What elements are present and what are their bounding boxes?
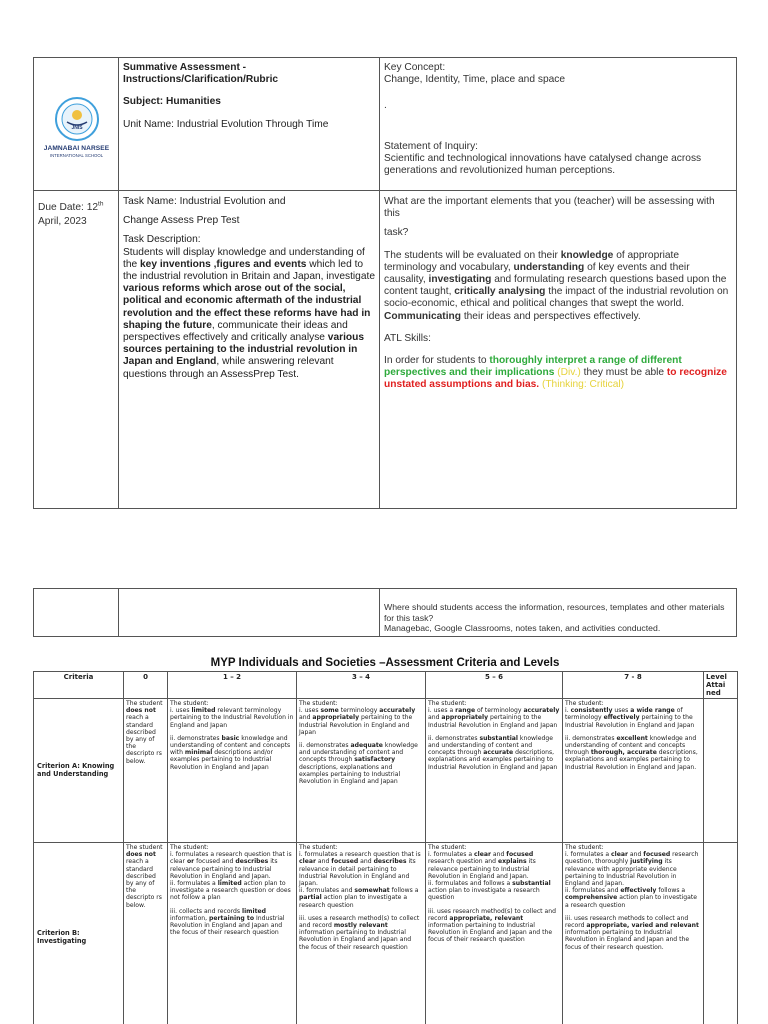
separator-dot: .: [384, 100, 387, 112]
concept-cell: [380, 58, 737, 191]
assessment-title-line1: Summative Assessment -: [123, 62, 247, 73]
school-name: JAMNABAI NARSEE: [43, 145, 110, 152]
resources-question: Where should students access the information, resources, templates and other materials for this task?: [384, 602, 725, 623]
criterion-a-level-attained[interactable]: [704, 699, 738, 843]
logo-cell: [34, 58, 119, 191]
due-date-cell: [34, 191, 119, 509]
criterion-a-level-1-2: The student: i. uses limited relevant terminology pertaining to the Industrial Revolution in England and Japan ii. demonstrates basic knowledge and understanding of content and concepts with minimal descriptions and/or examples pertaining to Industrial Revolution in England and Japan: [168, 699, 297, 843]
due-date-sup: th: [98, 200, 104, 208]
inquiry-value: Scientific and technological innovations have catalysed change across generations and revolutionized human perceptions.: [384, 152, 702, 177]
header-level-7-8: 7 - 8: [563, 672, 704, 699]
criterion-a-level-7-8: The student: i. consistently uses a wide range of terminology effectively pertaining to the Industrial Revolution in England and Japan ii. demonstrates excellent knowledge and understanding of content and concepts through thorough, accurate descriptions, explanations and examples pertaining to Industrial Revolution in England and Japan.: [563, 699, 704, 843]
criterion-a-level-3-4: The student: i. uses some terminology accurately and appropriately pertaining to the Industrial Revolution in England and Japan ii. demonstrates adequate knowledge and understanding of content and concepts through satisfactory descriptions, explanations and examples pertaining to Industrial Revolution in England and Japan: [297, 699, 426, 843]
due-date: [34, 191, 118, 229]
school-logo: [34, 58, 119, 190]
criterion-a-level-0: The student does not reach a standard described by any of the descripto rs below.: [124, 699, 168, 843]
resources-answer: Managebac, Google Classrooms, notes taken, and activities conducted.: [384, 623, 661, 634]
resources-table: [33, 588, 737, 637]
teacher-question-line2: task?: [384, 227, 409, 239]
task-name-line1: Task Name: Industrial Evolution and: [123, 196, 286, 207]
header-level-3-4: 3 – 4: [297, 672, 426, 699]
header-level-0: 0: [124, 672, 168, 699]
header-level-attained: Level Attai ned: [704, 672, 738, 699]
resources-empty-cell-1: [34, 589, 119, 637]
assessment-info-cell: [119, 58, 380, 191]
atl-text: In order for students to thoroughly interpret a range of different perspectives and their implications (Div.) they must be able to recognize unstated assumptions and bias. (Thinking: Critical): [384, 355, 727, 391]
evaluation-text: The students will be evaluated on their knowledge of appropriate terminology and vocabulary, understanding of key events and their causality, investigating and formulating research questions based upon the content taught, critically analysing the impact of the industrial revolution on socio-economic, ethical and political changes that swept the world. Communicating their ideas and perspectives effectively.: [384, 249, 729, 322]
criterion-a-level-5-6: The student: i. uses a range of terminology accurately and appropriately pertaining to the Industrial Revolution in England and Japan ii. demonstrates substantial knowledge and understanding of content and concepts through accurate descriptions, explanations and examples pertaining to Industrial Revolution in England and Japan: [426, 699, 563, 843]
criteria-title: MYP Individuals and Societies –Assessment Criteria and Levels: [210, 657, 560, 669]
criterion-a-row: [34, 699, 738, 843]
logo-initials: JNIS: [70, 125, 83, 131]
criterion-b-row: [34, 843, 738, 1024]
criterion-b-name: Criterion B: Investigating: [34, 843, 124, 1024]
criterion-b-level-7-8: The student: i. formulates a clear and focused research question, thoroughly justifying its relevance with appropriate evidence pertaining to Industrial Revolution in England and Japan. ii. formulates and effectively follows a comprehensive action plan to investigate a research question iii. uses research methods to collect and record appropriate, varied and relevant information pertaining to Industrial Revolution in England and Japan and the focus of their research question.: [563, 843, 704, 1024]
due-date-suffix: April, 2023: [38, 216, 87, 227]
task-description-label: Task Description:: [123, 234, 201, 246]
header-criteria: Criteria: [34, 672, 124, 699]
subject: Subject: Humanities: [123, 96, 221, 108]
header-level-5-6: 5 – 6: [426, 672, 563, 699]
unit-name: Unit Name: Industrial Evolution Through Time: [123, 118, 329, 130]
criterion-b-level-3-4: The student: i. formulates a research question that is clear and focused and describes its relevance in detail pertaining to Industrial Revolution in England and Japan. ii. formulates and somewhat follows a partial action plan to investigate a research question iii. uses a research method(s) to collect and record mostly relevant information pertaining to Industrial Revolution in England and Japan and the focus of their research question: [297, 843, 426, 1024]
inquiry-label: Statement of Inquiry:: [384, 140, 479, 152]
resources-cell: [380, 589, 737, 637]
criterion-b-level-0: The student does not reach a standard described by any of the descripto rs below.: [124, 843, 168, 1024]
criteria-table: [33, 671, 738, 1024]
task-cell: [119, 191, 380, 509]
assessment-header-table: [33, 57, 737, 509]
school-emblem-icon: [54, 96, 100, 142]
criterion-b-level-5-6: The student: i. formulates a clear and focused research question and explains its relevance pertaining to Industrial Revolution in England and Japan. ii. formulates and follows a substantial action plan to investigate a research question iii. uses research method(s) to collect and record appropriate, relevant information pertaining to Industrial Revolution in England and Japan and the focus of their research question: [426, 843, 563, 1024]
atl-label: ATL Skills:: [384, 332, 431, 344]
teacher-assessing-cell: [380, 191, 737, 509]
key-concept-value: Change, Identity, Time, place and space: [384, 74, 566, 86]
resources-empty-cell-2: [119, 589, 380, 637]
assessment-title-line2: Instructions/Clarification/Rubric: [123, 74, 279, 86]
criterion-b-level-1-2: The student: i. formulates a research question that is clear or focused and describes its relevance pertaining to Industrial Revolution in England and Japan. ii. formulates a limited action plan to investigate a research question or does not follow a plan iii. collects and records limited information, pertaining to Industrial Revolution in England and Japan and the focus of their research question: [168, 843, 297, 1024]
due-date-prefix: Due Date: 12: [38, 202, 99, 213]
school-subtitle: INTERNATIONAL SCHOOL: [49, 153, 104, 158]
teacher-question-line1: What are the important elements that you (teacher) will be assessing with this: [384, 196, 715, 220]
task-name-line2: Change Assess Prep Test: [123, 215, 240, 227]
header-level-1-2: 1 – 2: [168, 672, 297, 699]
criterion-b-level-attained[interactable]: [704, 843, 738, 1024]
task-description: Students will display knowledge and understanding of the key inventions ,figures and events which led to the industrial revolution in Britain and Japan, investigate various reforms which arose out of the social, political and economic aftermath of the industrial revolution and the effect these reforms have had in shaping the future, communicate their ideas and perspectives effectively and critically analyse various sources pertaining to the industrial revolution in Japan and England, while answering relevant questions through an AssessPrep Test.: [123, 246, 376, 380]
criterion-a-name: Criterion A: Knowing and Understanding: [34, 699, 124, 843]
key-concept-label: Key Concept:: [384, 62, 446, 73]
